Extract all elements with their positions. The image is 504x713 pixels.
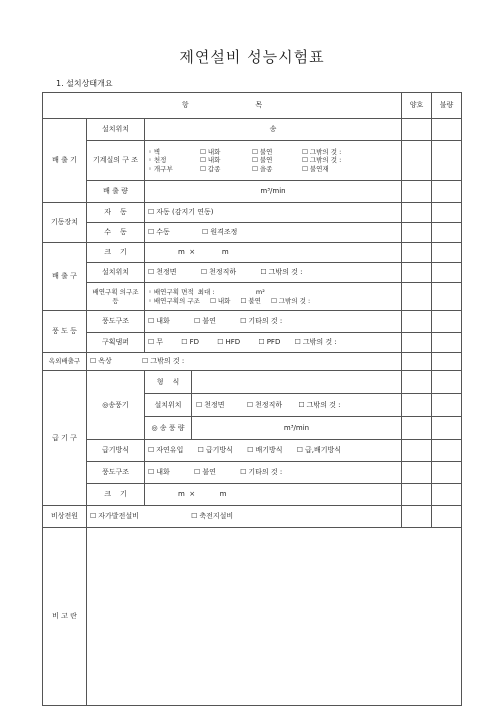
outdoor-options[interactable]: ☐ 옥상 ☐ 그밖의 것 : [87,353,402,371]
header-bad: 불량 [432,93,462,119]
supply-method-label: 급기방식 [87,440,145,462]
starter-label: 기동장치 [43,203,87,243]
supply-loc-row [145,394,402,417]
check-good[interactable] [402,203,432,223]
check-bad[interactable] [432,440,462,462]
structure-part: ◦ 개구부 [148,164,173,173]
exhaust-fan-location-label: 설치위치 [87,119,145,141]
check-good[interactable] [402,223,432,243]
supply-size-label: 크 기 [87,484,145,506]
supply-fan-label: ◎송풍기 [87,371,145,440]
structure-option[interactable]: ☐ 불연 [252,156,302,164]
check-bad[interactable] [432,417,462,440]
check-good[interactable] [402,484,432,506]
check-bad[interactable] [432,394,462,417]
remarks-label: 비 고 란 [43,528,87,706]
power-options[interactable]: ☐ 자가발전설비 ☐ 축전지설비 [87,506,402,528]
check-bad[interactable] [432,263,462,283]
exhaust-port-zone-label: 배연구획 의구조등 [87,283,145,311]
structure-option[interactable]: ☐ 내화 [200,156,252,164]
check-good[interactable] [402,440,432,462]
structure-part: ◦ 벽 [148,148,161,157]
check-bad[interactable] [432,243,462,263]
duct-damper-label: 구획댐퍼 [87,333,145,353]
supply-vol-row [145,417,402,440]
exhaust-port-label: 배 출 구 [43,243,87,311]
header-item: 항 목 [43,93,402,119]
exhaust-fan-structure-label: 기계실의 구 조 [87,141,145,181]
remarks-area[interactable] [87,528,462,706]
exhaust-port-location-options[interactable]: ☐ 천정면 ☐ 천정직하 ☐ 그밖의 것 : [145,263,402,283]
duct-damper-options[interactable]: ☐ 무 ☐ FD ☐ HFD ☐ PFD ☐ 그밖의 것 : [145,333,402,353]
check-bad[interactable] [432,353,462,371]
check-bad[interactable] [432,333,462,353]
exhaust-fan-volume-label: 배 출 량 [87,181,145,203]
exhaust-fan-label: 배 출 기 [43,119,87,203]
exhaust-fan-volume-value[interactable]: m³/min [145,181,402,203]
check-bad[interactable] [432,141,462,181]
check-good[interactable] [402,506,432,528]
supply-type-value[interactable] [192,371,401,393]
exhaust-port-size-value[interactable]: m × m [145,243,402,263]
check-good[interactable] [402,243,432,263]
structure-option[interactable]: ☐ 불연 [252,148,302,156]
structure-option[interactable]: ☐ 내화 [200,148,252,156]
exhaust-fan-structure-options [145,141,402,181]
check-bad[interactable] [432,371,462,394]
check-good[interactable] [402,263,432,283]
check-bad[interactable] [432,203,462,223]
section-heading: 1. 설치상태개요 [56,79,113,88]
check-good[interactable] [402,417,432,440]
check-good[interactable] [402,333,432,353]
check-bad[interactable] [432,119,462,141]
header-good: 양호 [402,93,432,119]
supply-method-options[interactable]: ☐ 자연유입 ☐ 급기방식 ☐ 배기방식 ☐ 급,배기방식 [145,440,402,462]
structure-part: ◦ 천정 [148,156,167,165]
check-bad[interactable] [432,283,462,311]
starter-manual-options[interactable]: ☐ 수동 ☐ 원격조정 [145,223,402,243]
check-good[interactable] [402,141,432,181]
check-good[interactable] [402,371,432,394]
exhaust-fan-location-value[interactable]: 송 [145,119,402,141]
check-good[interactable] [402,311,432,333]
exhaust-port-location-label: 설치위치 [87,263,145,283]
supply-duct-options[interactable]: ☐ 내화 ☐ 불연 ☐ 기타의 것 : [145,462,402,484]
supply-label: 급 기 구 [43,371,87,506]
supply-duct-label: 풍도구조 [87,462,145,484]
check-good[interactable] [402,353,432,371]
page-title: 제연설비 성능시험표 [179,48,325,66]
check-bad[interactable] [432,181,462,203]
supply-loc-options[interactable]: ☐ 천정면 ☐ 천정직하 ☐ 그밖의 것 : [192,401,401,410]
structure-option[interactable]: ☐ 그밖의 것 : [302,148,398,156]
starter-auto-label: 자 동 [87,203,145,223]
check-bad[interactable] [432,484,462,506]
structure-option[interactable]: ☐ 불연재 [302,165,398,173]
power-label: 비상전원 [43,506,87,528]
supply-size-value[interactable]: m × m [145,484,402,506]
starter-manual-label: 수 동 [87,223,145,243]
outdoor-label: 옥외배출구 [43,353,87,371]
starter-auto-option[interactable]: ☐ 자동 (감지기 연동) [145,203,402,223]
check-bad[interactable] [432,311,462,333]
check-bad[interactable] [432,462,462,484]
duct-struct-options[interactable]: ☐ 내화 ☐ 불연 ☐ 기타의 것 : [145,311,402,333]
check-good[interactable] [402,462,432,484]
check-good[interactable] [402,394,432,417]
check-bad[interactable] [432,506,462,528]
structure-option[interactable]: ☐ 을종 [252,165,302,173]
supply-type-row [145,371,402,394]
supply-loc-label: 설치위치 [145,394,192,416]
check-bad[interactable] [432,223,462,243]
exhaust-port-zone-options[interactable]: ◦ 배연구획 면적 최대 : m² ◦ 배연구획의 구조 ☐ 내화 ☐ 불연 ☐ 그밖의 것 : [145,283,402,311]
supply-vol-value[interactable]: m³/min [283,423,310,432]
structure-option[interactable]: ☐ 그밖의 것 : [302,156,398,164]
check-good[interactable] [402,181,432,203]
exhaust-port-size-label: 크 기 [87,243,145,263]
duct-label: 풍 도 등 [43,311,87,353]
check-good[interactable] [402,119,432,141]
structure-option[interactable]: ☐ 갑종 [200,165,252,173]
duct-struct-label: 풍도구조 [87,311,145,333]
supply-vol-label: ◎ 송 풍 량 [145,417,192,439]
supply-type-label: 형 식 [145,371,192,393]
check-good[interactable] [402,283,432,311]
inspection-table [42,92,462,706]
